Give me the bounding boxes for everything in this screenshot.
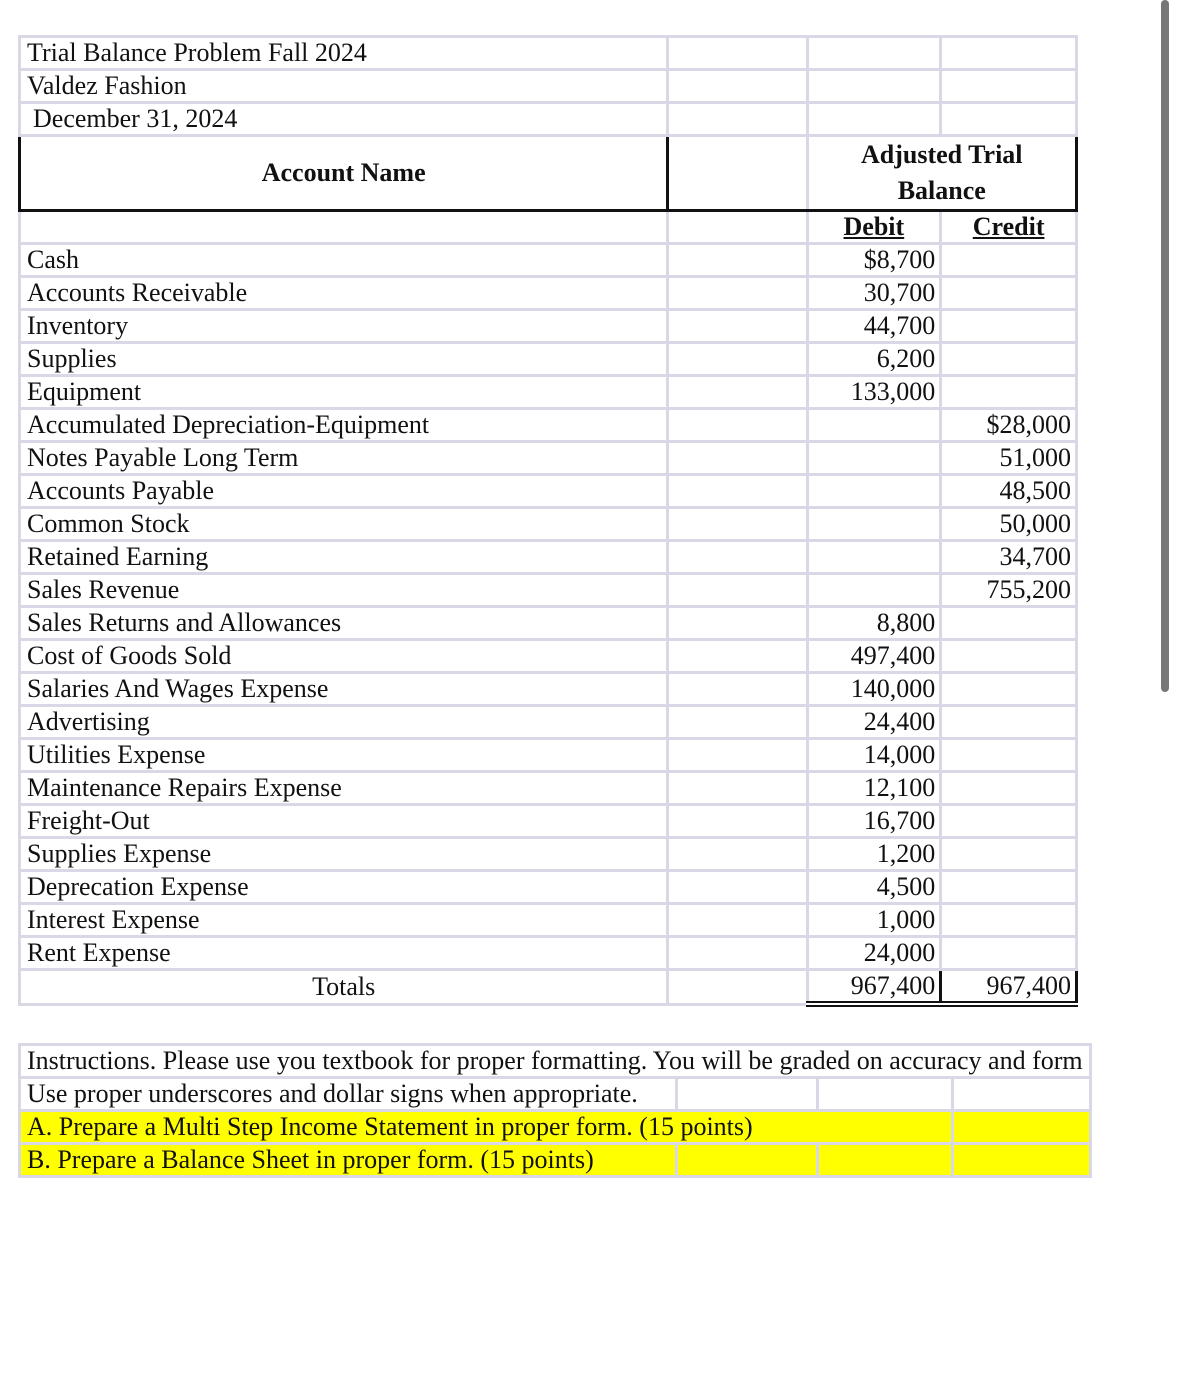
account-row: [20, 343, 1077, 376]
debit-amount[interactable]: $8,700: [807, 244, 941, 277]
total-credit[interactable]: 967,400: [941, 970, 1077, 1005]
account-name[interactable]: Utilities Expense: [20, 739, 668, 772]
title-row: [20, 37, 1077, 70]
task-a[interactable]: A. Prepare a Multi Step Income Statement in proper form. (15 points): [20, 1111, 953, 1144]
empty-cell[interactable]: [668, 970, 807, 1005]
account-name[interactable]: Inventory: [20, 310, 668, 343]
instructions-underscores[interactable]: Use proper underscores and dollar signs when appropriate.: [20, 1078, 677, 1111]
account-row: [20, 607, 1077, 640]
debit-amount[interactable]: 44,700: [807, 310, 941, 343]
debit-amount[interactable]: 1,200: [807, 838, 941, 871]
account-name[interactable]: Accounts Payable: [20, 475, 668, 508]
empty-cell[interactable]: [668, 310, 807, 343]
debit-amount[interactable]: [807, 442, 941, 475]
empty-cell[interactable]: [668, 475, 807, 508]
account-name[interactable]: Supplies Expense: [20, 838, 668, 871]
instructions-text[interactable]: Instructions. Please use you textbook for proper formatting. You will be graded on accuracy and form: [20, 1045, 1091, 1078]
account-row: [20, 442, 1077, 475]
empty-cell[interactable]: [668, 442, 807, 475]
credit-amount[interactable]: [941, 376, 1077, 409]
instructions-row-2: [20, 1078, 1091, 1111]
debit-amount[interactable]: 1,000: [807, 904, 941, 937]
account-name[interactable]: Retained Earning: [20, 541, 668, 574]
empty-cell[interactable]: [668, 574, 807, 607]
account-name[interactable]: Equipment: [20, 376, 668, 409]
debit-amount[interactable]: 14,000: [807, 739, 941, 772]
total-debit[interactable]: 967,400: [807, 970, 941, 1005]
empty-cell[interactable]: [668, 409, 807, 442]
company-row: [20, 70, 1077, 103]
account-row: [20, 244, 1077, 277]
account-name[interactable]: Notes Payable Long Term: [20, 442, 668, 475]
credit-amount[interactable]: 51,000: [941, 442, 1077, 475]
scrollbar[interactable]: [1161, 0, 1169, 692]
debit-amount[interactable]: 12,100: [807, 772, 941, 805]
debit-amount[interactable]: [807, 409, 941, 442]
credit-amount[interactable]: [941, 310, 1077, 343]
totals-row: [20, 970, 1077, 1005]
account-row: [20, 871, 1077, 904]
account-row: [20, 937, 1077, 970]
credit-amount[interactable]: [941, 343, 1077, 376]
account-name[interactable]: Deprecation Expense: [20, 871, 668, 904]
credit-amount[interactable]: [941, 871, 1077, 904]
account-name[interactable]: Accumulated Depreciation-Equipment: [20, 409, 668, 442]
debit-amount[interactable]: 24,400: [807, 706, 941, 739]
account-name[interactable]: Sales Revenue: [20, 574, 668, 607]
account-row: [20, 706, 1077, 739]
credit-amount[interactable]: [941, 838, 1077, 871]
column-header-row: [20, 136, 1077, 211]
debit-amount[interactable]: [807, 574, 941, 607]
debit-amount[interactable]: [807, 541, 941, 574]
task-b[interactable]: B. Prepare a Balance Sheet in proper form. (15 points): [20, 1144, 677, 1177]
account-name[interactable]: Rent Expense: [20, 937, 668, 970]
debit-amount[interactable]: [807, 508, 941, 541]
account-row: [20, 805, 1077, 838]
debit-credit-row: [20, 211, 1077, 244]
empty-cell[interactable]: [668, 838, 807, 871]
account-name[interactable]: Maintenance Repairs Expense: [20, 772, 668, 805]
empty-cell[interactable]: [668, 904, 807, 937]
debit-amount[interactable]: 133,000: [807, 376, 941, 409]
account-row: [20, 508, 1077, 541]
atb-header-line1: Adjusted Trial: [860, 140, 1023, 169]
spreadsheet: [18, 35, 1083, 1178]
account-row: [20, 904, 1077, 937]
account-row: [20, 376, 1077, 409]
empty-cell[interactable]: [668, 805, 807, 838]
account-row: [20, 574, 1077, 607]
empty-cell[interactable]: [668, 871, 807, 904]
task-a-row: [20, 1111, 1091, 1144]
credit-amount[interactable]: [941, 739, 1077, 772]
account-row: [20, 838, 1077, 871]
empty-cell[interactable]: [668, 739, 807, 772]
credit-amount[interactable]: 34,700: [941, 541, 1077, 574]
account-name[interactable]: Sales Returns and Allowances: [20, 607, 668, 640]
account-name[interactable]: Interest Expense: [20, 904, 668, 937]
empty-cell[interactable]: [668, 343, 807, 376]
account-name[interactable]: Common Stock: [20, 508, 668, 541]
trial-balance-table: [18, 35, 1078, 1007]
date-row: [20, 103, 1077, 136]
account-row: [20, 475, 1077, 508]
credit-amount[interactable]: 50,000: [941, 508, 1077, 541]
credit-header: Credit: [972, 212, 1045, 241]
credit-amount[interactable]: [941, 706, 1077, 739]
empty-cell[interactable]: [668, 772, 807, 805]
credit-amount[interactable]: [941, 937, 1077, 970]
empty-cell[interactable]: [668, 673, 807, 706]
adjusted-trial-balance-header[interactable]: [807, 136, 1077, 211]
credit-amount[interactable]: [941, 772, 1077, 805]
account-row: [20, 673, 1077, 706]
account-name[interactable]: Advertising: [20, 706, 668, 739]
account-name[interactable]: Freight-Out: [20, 805, 668, 838]
statement-date[interactable]: December 31, 2024: [20, 103, 668, 136]
empty-cell[interactable]: [668, 277, 807, 310]
empty-cell[interactable]: [668, 541, 807, 574]
task-b-row: [20, 1144, 1091, 1177]
credit-amount[interactable]: [941, 640, 1077, 673]
instructions-table: [18, 1043, 1092, 1178]
debit-amount[interactable]: [807, 475, 941, 508]
atb-header-line2: Balance: [897, 176, 986, 205]
account-name-header[interactable]: Account Name: [20, 136, 668, 211]
debit-amount[interactable]: 140,000: [807, 673, 941, 706]
credit-amount[interactable]: [941, 805, 1077, 838]
debit-header: Debit: [843, 212, 905, 241]
account-row: [20, 409, 1077, 442]
debit-amount[interactable]: 497,400: [807, 640, 941, 673]
empty-cell[interactable]: [668, 376, 807, 409]
empty-cell[interactable]: [668, 508, 807, 541]
account-row: [20, 739, 1077, 772]
account-row: [20, 772, 1077, 805]
account-name[interactable]: Supplies: [20, 343, 668, 376]
account-row: [20, 541, 1077, 574]
account-name[interactable]: Accounts Receivable: [20, 277, 668, 310]
empty-cell[interactable]: [668, 640, 807, 673]
empty-cell[interactable]: [668, 607, 807, 640]
totals-label[interactable]: Totals: [20, 970, 668, 1005]
debit-amount[interactable]: 16,700: [807, 805, 941, 838]
credit-amount[interactable]: [941, 904, 1077, 937]
empty-cell[interactable]: [668, 706, 807, 739]
account-row: [20, 277, 1077, 310]
account-name[interactable]: Cost of Goods Sold: [20, 640, 668, 673]
credit-amount[interactable]: [941, 673, 1077, 706]
debit-amount[interactable]: 30,700: [807, 277, 941, 310]
instructions-row-1: [20, 1045, 1091, 1078]
credit-amount[interactable]: $28,000: [941, 409, 1077, 442]
account-row: [20, 310, 1077, 343]
account-name[interactable]: Salaries And Wages Expense: [20, 673, 668, 706]
account-row: [20, 640, 1077, 673]
credit-amount[interactable]: [941, 277, 1077, 310]
empty-cell[interactable]: [668, 244, 807, 277]
debit-amount[interactable]: 24,000: [807, 937, 941, 970]
credit-amount[interactable]: 48,500: [941, 475, 1077, 508]
credit-amount[interactable]: 755,200: [941, 574, 1077, 607]
debit-amount[interactable]: 8,800: [807, 607, 941, 640]
account-name[interactable]: Cash: [20, 244, 668, 277]
company-name[interactable]: Valdez Fashion: [20, 70, 668, 103]
debit-amount[interactable]: 4,500: [807, 871, 941, 904]
empty-cell[interactable]: [668, 937, 807, 970]
credit-amount[interactable]: [941, 607, 1077, 640]
credit-amount[interactable]: [941, 244, 1077, 277]
debit-amount[interactable]: 6,200: [807, 343, 941, 376]
sheet-title[interactable]: Trial Balance Problem Fall 2024: [20, 37, 668, 70]
